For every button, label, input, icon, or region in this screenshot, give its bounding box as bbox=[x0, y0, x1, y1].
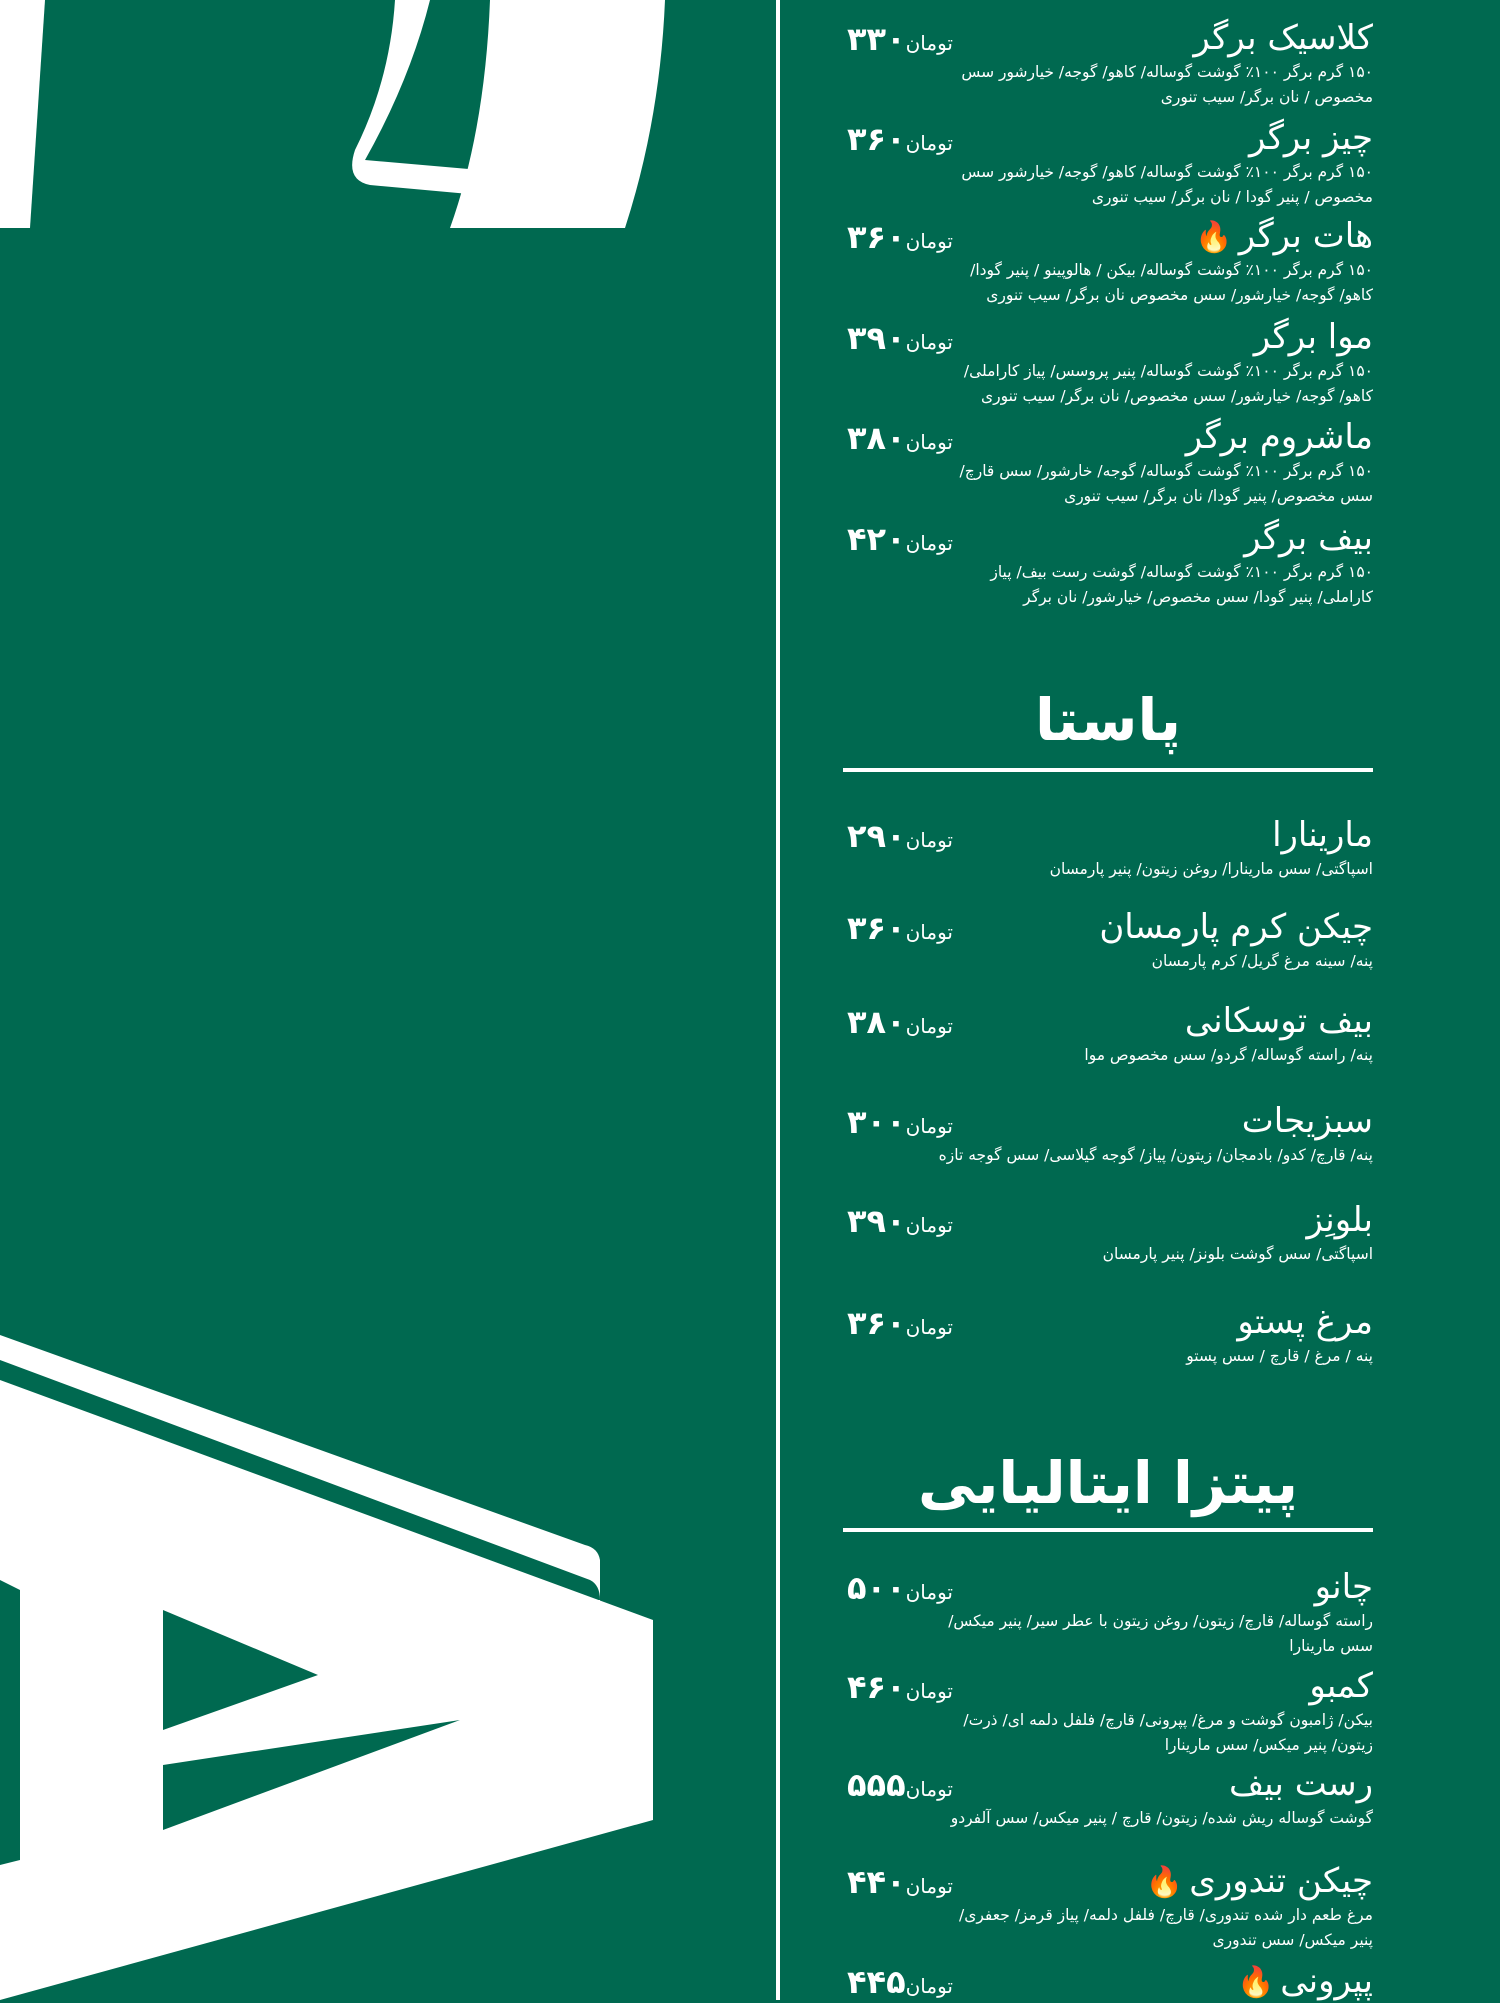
menu-item-name: چیکن کرم پارمسان bbox=[1099, 907, 1373, 947]
price-value: ۳۶۰ bbox=[847, 1304, 906, 1342]
menu-item-description: مرغ طعم دار شده تندوری/ قارچ/ فلفل دلمه/ پیاز قرمز/ جعفری/ پنیر میکس/ سس تندوری bbox=[958, 1906, 1373, 1949]
menu-item-description: ۱۵۰ گرم برگر ۱۰۰٪ گوشت گوساله/ گوشت رست بیف/ پیاز کاراملی/ پنیر گودا/ سس مخصوص/ خیارشور/ نان برگر bbox=[990, 563, 1373, 606]
flame-icon: 🔥 bbox=[1195, 220, 1233, 255]
menu-item-price bbox=[843, 1202, 953, 1240]
menu-item-name: مارینارا bbox=[1272, 815, 1373, 855]
menu-item-name: بیف توسکانی bbox=[1184, 1001, 1373, 1041]
menu-item-description: ۱۵۰ گرم برگر ۱۰۰٪ گوشت گوساله/ پنیر پروسس/ پیاز کاراملی/ کاهو/ گوجه/ خیارشور/ سس مخصوص/ نان برگر/ سیب تنوری bbox=[963, 362, 1373, 405]
price-unit: تومان bbox=[905, 531, 953, 555]
menu-item-description: پنه/ راسته گوساله/ گردو/ سس مخصوص موا bbox=[1084, 1046, 1373, 1064]
price-unit: تومان bbox=[905, 1777, 953, 1801]
menu-item-price bbox=[843, 1304, 953, 1342]
price-unit: تومان bbox=[905, 1679, 953, 1703]
menu-item-description: بیکن/ ژامبون گوشت و مرغ/ پپرونی/ قارچ/ فلفل دلمه ای/ ذرت/ زیتون/ پنیر میکس/ سس مارینارا bbox=[963, 1711, 1373, 1754]
menu-item-name: چیکن تندوری bbox=[1189, 1861, 1373, 1901]
price-value: ۳۳۰ bbox=[847, 20, 906, 58]
menu-item-price bbox=[843, 1103, 953, 1141]
logo-top-right-shape bbox=[450, 0, 665, 228]
price-value: ۳۶۰ bbox=[847, 120, 906, 158]
section-rule-pizza bbox=[843, 1528, 1373, 1532]
menu-item-price bbox=[843, 1766, 953, 1804]
menu-item-description: ۱۵۰ گرم برگر ۱۰۰٪ گوشت گوساله/ کاهو/ گوجه/ خیارشور سس مخصوص / پنیر گودا / نان برگر/ سیب تنوری bbox=[961, 163, 1373, 206]
menu-item-name: کمبو bbox=[1309, 1666, 1373, 1706]
menu-item-price bbox=[843, 120, 953, 158]
menu-item-description: اسپاگتی/ سس مارینارا/ روغن زیتون/ پنیر پارمسان bbox=[1049, 860, 1373, 878]
price-value: ۵۵۵ bbox=[847, 1766, 906, 1804]
price-value: ۴۲۰ bbox=[847, 520, 906, 558]
menu-item-description: ۱۵۰ گرم برگر ۱۰۰٪ گوشت گوساله/ کاهو/ گوجه/ خیارشور سس مخصوص / نان برگر/ سیب تنوری bbox=[961, 63, 1373, 106]
menu-item-price bbox=[843, 319, 953, 357]
price-value: ۳۶۰ bbox=[847, 218, 906, 256]
menu-item-price bbox=[843, 1668, 953, 1706]
price-value: ۴۴۰ bbox=[847, 1863, 906, 1901]
menu-item-name: موا برگر bbox=[1253, 317, 1373, 357]
menu-item-name: کلاسیک برگر bbox=[1193, 18, 1373, 58]
price-value: ۵۰۰ bbox=[847, 1569, 906, 1607]
price-unit: تومان bbox=[905, 1014, 953, 1038]
price-value: ۳۰۰ bbox=[847, 1103, 906, 1141]
price-unit: تومان bbox=[905, 330, 953, 354]
menu-item-price bbox=[843, 218, 953, 256]
section-title-pasta: پاستا bbox=[1034, 686, 1182, 754]
vertical-divider bbox=[776, 0, 780, 2000]
price-unit: تومان bbox=[905, 920, 953, 944]
menu-item-name: رست بیف bbox=[1228, 1764, 1373, 1804]
menu-item-price bbox=[843, 1963, 953, 2001]
price-unit: تومان bbox=[905, 430, 953, 454]
logo-top-left-shape bbox=[0, 0, 45, 228]
menu-item-price bbox=[843, 520, 953, 558]
price-value: ۴۴۵ bbox=[847, 1963, 906, 2001]
price-value: ۳۸۰ bbox=[847, 419, 906, 457]
menu-item-name: پپرونی bbox=[1280, 1961, 1373, 2001]
menu-item-description: ۱۵۰ گرم برگر ۱۰۰٪ گوشت گوساله/ گوجه/ خارشور/ سس قارچ/ سس مخصوص/ پنیر گودا/ نان برگر/ سیب تنوری bbox=[959, 462, 1373, 505]
price-unit: تومان bbox=[905, 31, 953, 55]
price-unit: تومان bbox=[905, 1874, 953, 1898]
menu-item-price bbox=[843, 419, 953, 457]
price-unit: تومان bbox=[905, 1213, 953, 1237]
menu-column bbox=[843, 0, 1373, 2000]
menu-item-description: اسپاگتی/ سس گوشت بلونز/ پنیر پارمسان bbox=[1102, 1245, 1373, 1263]
menu-item-price bbox=[843, 817, 953, 855]
flame-icon: 🔥 bbox=[1145, 1865, 1184, 1900]
menu-item-price bbox=[843, 1003, 953, 1041]
menu-item-description: راسته گوساله/ قارچ/ زیتون/ روغن زیتون با عطر سیر/ پنیر میکس/ سس مارینارا bbox=[948, 1612, 1373, 1655]
price-value: ۲۹۰ bbox=[847, 817, 906, 855]
menu-item-name: بیف برگر bbox=[1244, 518, 1373, 558]
menu-item-description: گوشت گوساله ریش شده/ زیتون/ قارچ / پنیر میکس/ سس آلفردو bbox=[950, 1809, 1373, 1827]
menu-item-description: پنه / مرغ / قارچ / سس پستو bbox=[1186, 1347, 1373, 1365]
menu-item-name: ماشروم برگر bbox=[1185, 417, 1373, 457]
price-unit: تومان bbox=[905, 1974, 953, 1998]
flame-icon: 🔥 bbox=[1236, 1965, 1275, 2000]
menu-item-price bbox=[843, 1569, 953, 1607]
price-unit: تومان bbox=[905, 131, 953, 155]
menu-item-description: پنه/ قارچ/ کدو/ بادمجان/ زیتون/ پیاز/ گوجه گیلاسی/ سس گوجه تازه bbox=[938, 1146, 1373, 1164]
price-value: ۳۸۰ bbox=[847, 1003, 906, 1041]
menu-item-name: چیز برگر bbox=[1248, 118, 1373, 158]
logo-bottom-left-notch bbox=[0, 1580, 20, 1865]
section-title-pizza: پیتزا ایتالیایی bbox=[917, 1449, 1299, 1517]
menu-item-price bbox=[843, 1863, 953, 1901]
menu-item-name: چانو bbox=[1314, 1567, 1373, 1607]
price-value: ۳۹۰ bbox=[847, 319, 906, 357]
section-rule-pasta bbox=[843, 768, 1373, 772]
price-value: ۴۶۰ bbox=[847, 1668, 906, 1706]
price-value: ۳۶۰ bbox=[847, 909, 906, 947]
price-unit: تومان bbox=[905, 1580, 953, 1604]
price-unit: تومان bbox=[905, 1315, 953, 1339]
menu-item-description: پنه/ سینه مرغ گریل/ کرم پارمسان bbox=[1151, 952, 1373, 970]
menu-item-price bbox=[843, 20, 953, 58]
price-unit: تومان bbox=[905, 1114, 953, 1138]
price-value: ۳۹۰ bbox=[847, 1202, 906, 1240]
menu-item-name: بلونِز bbox=[1306, 1200, 1373, 1240]
menu-item-name: سبزیجات bbox=[1241, 1101, 1373, 1141]
price-unit: تومان bbox=[905, 828, 953, 852]
menu-item-name: هات برگر bbox=[1238, 216, 1373, 256]
logo-top-center-shape bbox=[352, 0, 480, 195]
price-unit: تومان bbox=[905, 229, 953, 253]
menu-item-price bbox=[843, 909, 953, 947]
menu-item-name: مرغ پستو bbox=[1237, 1302, 1373, 1342]
menu-item-description: ۱۵۰ گرم برگر ۱۰۰٪ گوشت گوساله/ بیکن / هالوپینو / پنیر گودا/ کاهو/ گوجه/ خیارشور/ سس مخصوص نان برگر/ سیب تنوری bbox=[970, 261, 1373, 304]
